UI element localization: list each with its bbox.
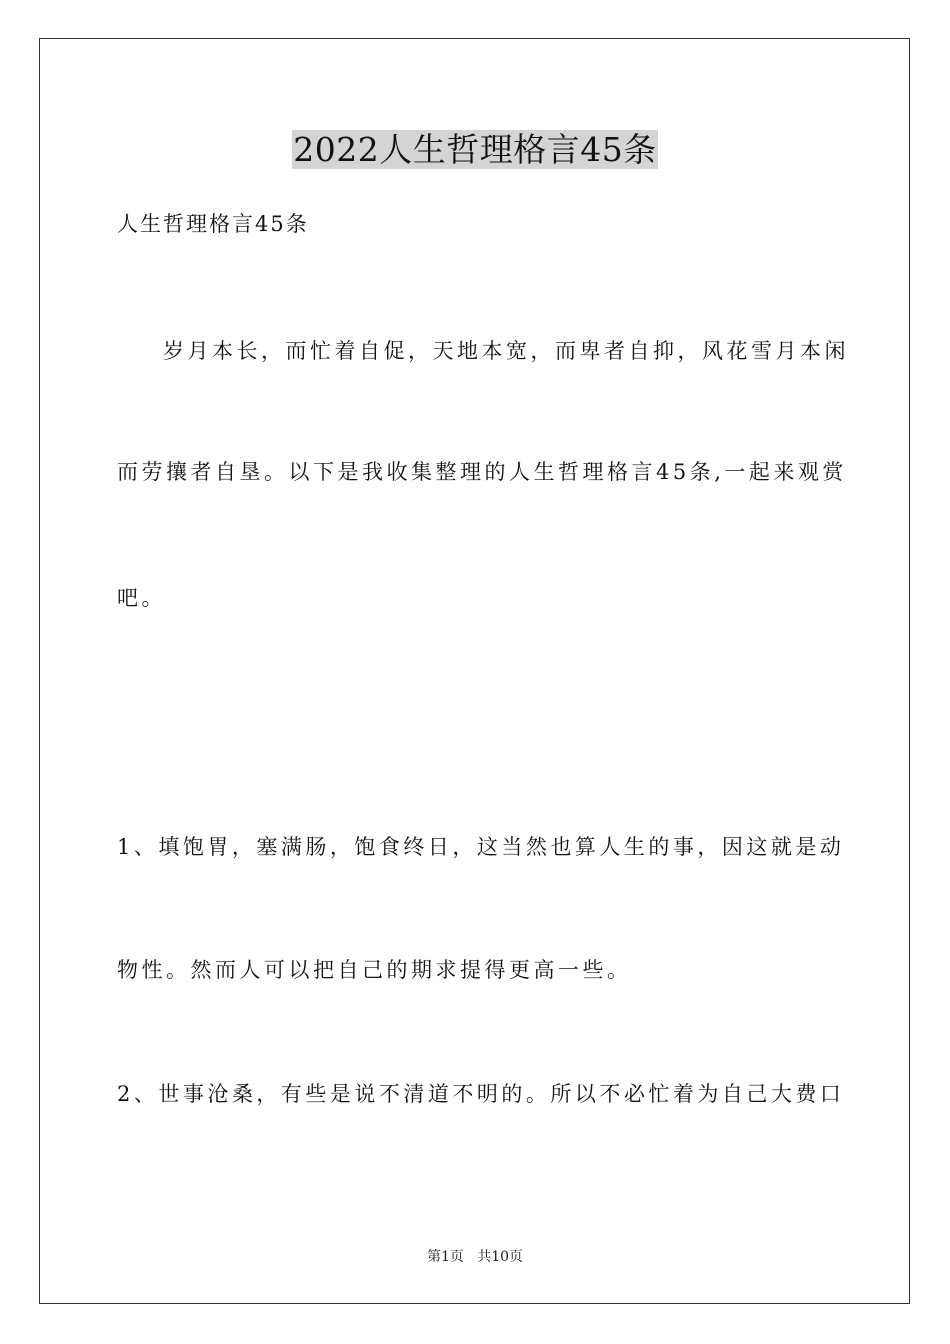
- paragraph-line: 吧。: [117, 586, 166, 610]
- document-title: [0, 128, 950, 172]
- paragraph-line: 1、填饱胃，塞满肠，饱食终日，这当然也算人生的事，因这就是动: [117, 835, 845, 859]
- paragraph-line: 岁月本长，而忙着自促，天地本宽，而卑者自抑，风花雪月本闲: [163, 339, 849, 363]
- page-number-footer: 第1页 共10页: [426, 1249, 524, 1265]
- paragraph-line: 物性。然而人可以把自己的期求提得更高一些。: [117, 958, 632, 982]
- paragraph-line: 而劳攘者自垦。以下是我收集整理的人生哲理格言45条,一起来观赏: [117, 460, 847, 484]
- document-title-text: 2022人生哲理格言45条: [293, 130, 657, 169]
- paragraph-line: 2、世事沧桑，有些是说不清道不明的。所以不必忙着为自己大费口: [117, 1082, 845, 1106]
- document-subtitle: 人生哲理格言45条: [117, 212, 309, 236]
